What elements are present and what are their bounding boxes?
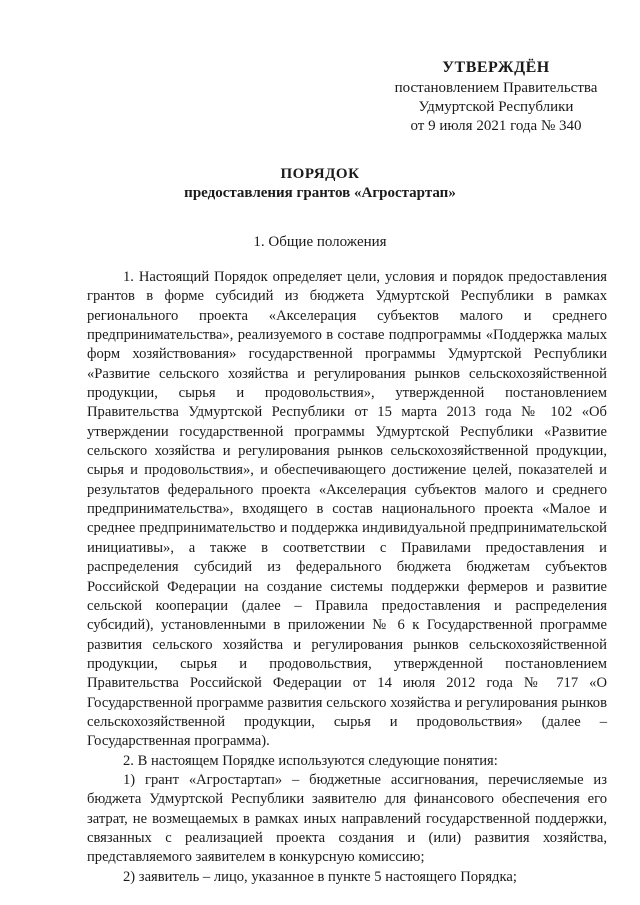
document-title: ПОРЯДОК — [280, 166, 360, 182]
approval-stamp — [380, 58, 612, 136]
paragraph: 2. В настоящем Порядке используются следующие понятия: — [123, 752, 498, 769]
document-heading — [0, 165, 640, 203]
document-subtitle: предоставления грантов «Агростартап» — [184, 185, 456, 201]
approval-line-1: постановлением Правительства — [394, 80, 598, 96]
paragraph: 1. Настоящий Порядок определяет цели, условия и порядок предоставления грантов в форме субсидий из бюджета Удмуртской Республики в рамках регионального проекта «Акселерация субъектов малого и среднего предпринимательства», реализуемого в составе подпрограммы «Поддержка малых форм хозяйствования» государственной программы Удмуртской Республики «Развитие сельского хозяйства и регулирования рынков сельскохозяйственной продукции, сырья и продовольствия», утвержденной постановлением Правительства Удмуртской Республики от 15 марта 2013 года № 102 «Об утверждении государственной программы Удмуртской Республики «Развитие сельского хозяйства и регулирования рынков сельскохозяйственной продукции, сырья и продовольствия», и обеспечивающего достижение целей, показателей и результатов федерального проекта «Акселерация субъектов малого и среднего предпринимательства», входящего в состав национального проекта «Малое и среднее предпринимательство и поддержка индивидуальной предпринимательской инициативы», а также в соответствии с Правилами предоставления и распределения субсидий из федерального бюджета бюджетам субъектов Российской Федерации на создание системы поддержки фермеров и развитие сельской кооперации (далее – Правила предоставления и распределения субсидий), установленными в приложении № 6 к Государственной программе развития сельского хозяйства и регулирования рынков сельскохозяйственной продукции, сырья и продовольствия, утвержденной постановлением Правительства Российской Федерации от 14 июля 2012 года № 717 «О Государственной программе развития сельского хозяйства и регулирования рынков сельскохозяйственной продукции, сырья и продовольствия» (далее – Государственная программа). — [87, 269, 607, 750]
document-body — [87, 268, 607, 887]
approval-line-3: от 9 июля 2021 года № 340 — [410, 118, 582, 134]
approval-line-2: Удмуртской Республики — [418, 99, 574, 115]
section-title: 1. Общие положения — [253, 234, 387, 250]
approval-title: УТВЕРЖДЁН — [442, 59, 550, 76]
paragraph: 1) грант «Агростартап» – бюджетные ассигнования, перечисляемые из бюджета Удмуртской Республики заявителю для финансового обеспечения его затрат, не возмещаемых в рамках иных направлений государственной поддержки, связанных с реализацией проекта создания и (или) развития хозяйства, представляемого заявителем в конкурсную комиссию; — [87, 771, 607, 866]
paragraph: 2) заявитель – лицо, указанное в пункте 5 настоящего Порядка; — [123, 868, 517, 885]
